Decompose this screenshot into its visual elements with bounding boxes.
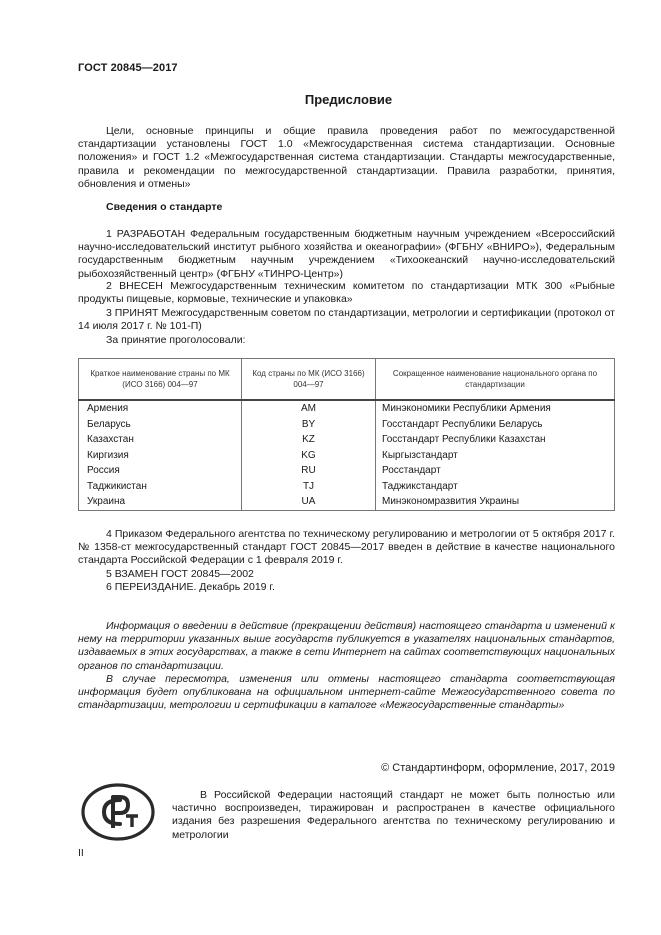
intro-paragraph: Цели, основные принципы и общие правила проведения работ по межгосударственной стандартизации установлены ГОСТ 1.0 «Межгосударственная система стандартизации. Основные положения» и ГОСТ 1.2 «Межгосударственная система стандартизации. Стандарты межгосударственные, правила и рекомендации по межгосударственной стандартизации. Правила разработки, принятия, обновления и отмены» xyxy=(78,125,615,190)
table-row xyxy=(79,448,615,464)
table-row xyxy=(79,463,615,479)
country-name: Россия xyxy=(79,463,242,479)
country-name: Таджикистан xyxy=(79,479,242,495)
table-row xyxy=(79,417,615,433)
country-name: Беларусь xyxy=(79,417,242,433)
standards-body: Госстандарт Республики Казахстан xyxy=(376,432,615,448)
item-4-enacted: 4 Приказом Федерального агентства по техническому регулированию и метрологии от 5 октября 2017 г. № 1358-ст межгосударственный стандарт ГОСТ 20845—2017 введен в действие в качестве национального стандарта Российской Федерации с 1 февраля 2019 г. xyxy=(78,528,615,567)
notice-revision: В случае пересмотра, изменения или отмены настоящего стандарта соответствующая информация будет опубликована на официальном интернет-сайте Межгосударственного совета по стандартизации, метрологии и сертификации в каталоге «Межгосударственные стандарты» xyxy=(78,673,615,712)
standards-body: Таджикстандарт xyxy=(376,479,615,495)
item-2-submitted: 2 ВНЕСЕН Межгосударственным техническим комитетом по стандартизации МТК 300 «Рыбные продукты пищевые, кормовые, технические и упаковка» xyxy=(78,280,615,306)
country-code: RU xyxy=(242,463,376,479)
table-row xyxy=(79,479,615,495)
page-title: Предисловие xyxy=(304,92,393,107)
standards-body: Кыргызстандарт xyxy=(376,448,615,464)
header-standards-body: Сокращенное наименование национального органа по стандартизации xyxy=(376,359,615,401)
info-heading: Сведения о стандарте xyxy=(106,201,223,213)
logo-letter-t xyxy=(126,816,138,827)
country-code: UA xyxy=(242,494,376,510)
page-number: II xyxy=(78,847,84,859)
country-code: AM xyxy=(242,400,376,417)
rights-notice: В Российской Федерации настоящий стандарт не может быть полностью или частично воспроизведен, тиражирован и распространен в качестве официального издания без разрешения Федерального агентства по техническому регулированию и метрологии xyxy=(172,789,615,841)
copyright-line: © Стандартинформ, оформление, 2017, 2019 xyxy=(381,762,615,774)
item-5-replaces: 5 ВЗАМЕН ГОСТ 20845—2002 xyxy=(106,568,254,580)
country-code: KG xyxy=(242,448,376,464)
standards-body: Госстандарт Республики Беларусь xyxy=(376,417,615,433)
table-header-row xyxy=(79,359,615,401)
table-row xyxy=(79,400,615,417)
countries-table xyxy=(78,358,615,511)
item-6-reissue: 6 ПЕРЕИЗДАНИЕ. Декабрь 2019 г. xyxy=(106,581,275,593)
country-code: BY xyxy=(242,417,376,433)
document-code: ГОСТ 20845—2017 xyxy=(78,62,178,74)
item-3-adopted: 3 ПРИНЯТ Межгосударственным советом по стандартизации, метрологии и сертификации (протокол от 14 июля 2017 г. № 101-П) xyxy=(78,307,615,333)
standards-body: Минэкономразвития Украины xyxy=(376,494,615,510)
country-name: Армения xyxy=(79,400,242,417)
table-row xyxy=(79,494,615,510)
country-code: KZ xyxy=(242,432,376,448)
standards-body: Минэкономики Республики Армения xyxy=(376,400,615,417)
country-name: Украина xyxy=(79,494,242,510)
standards-body: Росстандарт xyxy=(376,463,615,479)
notice-introduction: Информация о введении в действие (прекращении действия) настоящего стандарта и изменений к нему на территории указанных выше государств публикуется в указателях национальных стандартов, издаваемых в этих государствах, а также в сети Интернет на сайтах соответствующих национальных органов по стандартизации. xyxy=(78,620,615,672)
country-name: Казахстан xyxy=(79,432,242,448)
header-country-code: Код страны по МК (ИСО 3166) 004—97 xyxy=(242,359,376,401)
table-row xyxy=(79,432,615,448)
country-name: Киргизия xyxy=(79,448,242,464)
rst-logo-icon xyxy=(80,782,156,842)
country-code: TJ xyxy=(242,479,376,495)
item-1-developed: 1 РАЗРАБОТАН Федеральным государственным бюджетным научным учреждением «Всероссийский научно-исследовательский институт рыбного хозяйства и океанографии» (ФГБНУ «ВНИРО»), Федеральным государственным бюджетным научным учреждением «Тихоокеанский научно-исследовательский рыбохозяйственный центр» (ФГБНУ «ТИНРО-Центр») xyxy=(78,228,615,280)
header-country-name: Краткое наименование страны по МК (ИСО 3166) 004—97 xyxy=(79,359,242,401)
voted-label: За принятие проголосовали: xyxy=(106,334,246,346)
